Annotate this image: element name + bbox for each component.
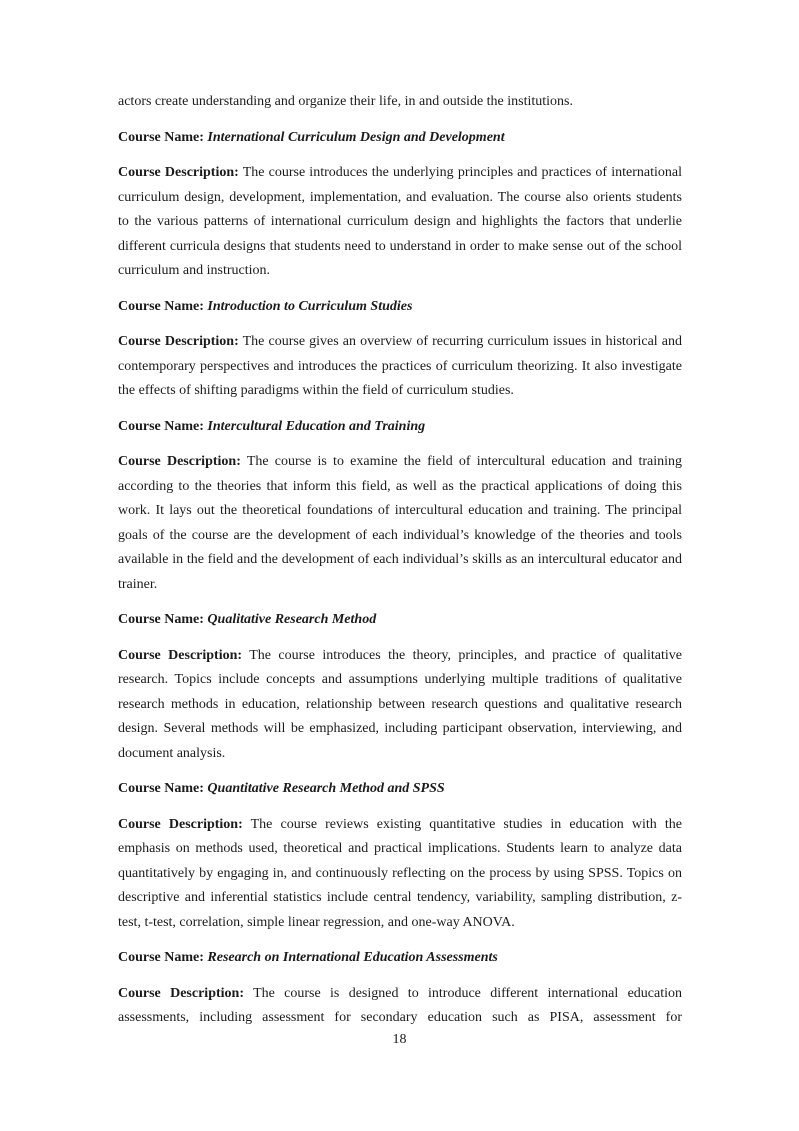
course-name-value: Intercultural Education and Training (207, 418, 426, 434)
course-name-label: Course Name: (118, 950, 204, 965)
course-name-value: Quantitative Research Method and SPSS (207, 781, 445, 796)
course-name-value: Qualitative Research Method (207, 612, 377, 627)
course-list (118, 126, 682, 1031)
course-name-line (118, 608, 682, 633)
course-name-label: Course Name: (118, 129, 204, 145)
course-name-line (118, 415, 682, 440)
course-name-value: Research on International Education Assessments (207, 950, 498, 965)
course-name-label: Course Name: (118, 612, 204, 627)
course-description-text: The course introduces the theory, principles, and practice of qualitative research. Topics include concepts and assumptions underlying multiple traditions of qualitative research methods in education, relationship between research questions and qualitative research design. Several methods will be emphasized, including participant observation, interviewing, and document analysis. (118, 647, 682, 761)
course-description (118, 450, 682, 597)
course-description (118, 813, 682, 936)
intro-paragraph: actors create understanding and organize their life, in and outside the institutions. (118, 94, 573, 109)
course-description-text: The course is designed to introduce different international education assessments, including assessment for secondary education such as PISA, assessment for (118, 985, 683, 1025)
course-description-text: The course is to examine the field of intercultural education and training according to the theories that inform this field, as well as the practical applications of doing this work. It lays out the theoretical foundations of intercultural education and training. The principal goals of the course are the development of each individual’s knowledge of the theories and tools available in the field and the development of each individual’s skills as an intercultural educator and trainer. (118, 454, 683, 592)
course-name-line (118, 295, 682, 320)
course-description-label: Course Description: (118, 165, 239, 180)
course-name-line (118, 126, 682, 151)
course-description (118, 330, 682, 404)
course-name-line (118, 946, 682, 971)
course-description-label: Course Description: (118, 647, 243, 663)
course-description-label: Course Description: (118, 816, 243, 832)
course-description-label: Course Description: (118, 985, 244, 1001)
course-name-value: International Curriculum Design and Development (207, 129, 505, 145)
course-description-text: The course reviews existing quantitative studies in education with the emphasis on methods used, theoretical and practical implications. Students learn to analyze data quantitatively by engaging in, and continuously reflecting on the process by using SPSS. Topics on descriptive and inferential statistics include central tendency, variability, sampling distribution, z-test, t-test, correlation, simple linear regression, and one-way ANOVA. (118, 816, 683, 930)
course-description (118, 982, 682, 1031)
course-name-label: Course Name: (118, 298, 204, 314)
course-name-line (118, 777, 682, 802)
course-description-label: Course Description: (118, 334, 239, 349)
course-description-text: The course introduces the underlying principles and practices of international curriculum design, development, implementation, and evaluation. The course also orients students to the various patterns of international curriculum design and highlights the factors that underlie different curricula designs that students need to understand in order to make sense out of the school curriculum and instruction. (118, 165, 682, 278)
course-description-text: The course gives an overview of recurring curriculum issues in historical and contemporary perspectives and introduces the practices of curriculum theorizing. It also investigate the effects of shifting paradigms within the field of curriculum studies. (118, 334, 682, 398)
course-name-label: Course Name: (118, 781, 204, 796)
course-name-label: Course Name: (118, 418, 204, 434)
course-description-label: Course Description: (118, 454, 241, 469)
course-description (118, 644, 682, 767)
page-content (118, 90, 682, 1042)
page-number: 18 (392, 1032, 407, 1047)
course-name-value: Introduction to Curriculum Studies (207, 298, 413, 314)
course-description (118, 161, 682, 284)
